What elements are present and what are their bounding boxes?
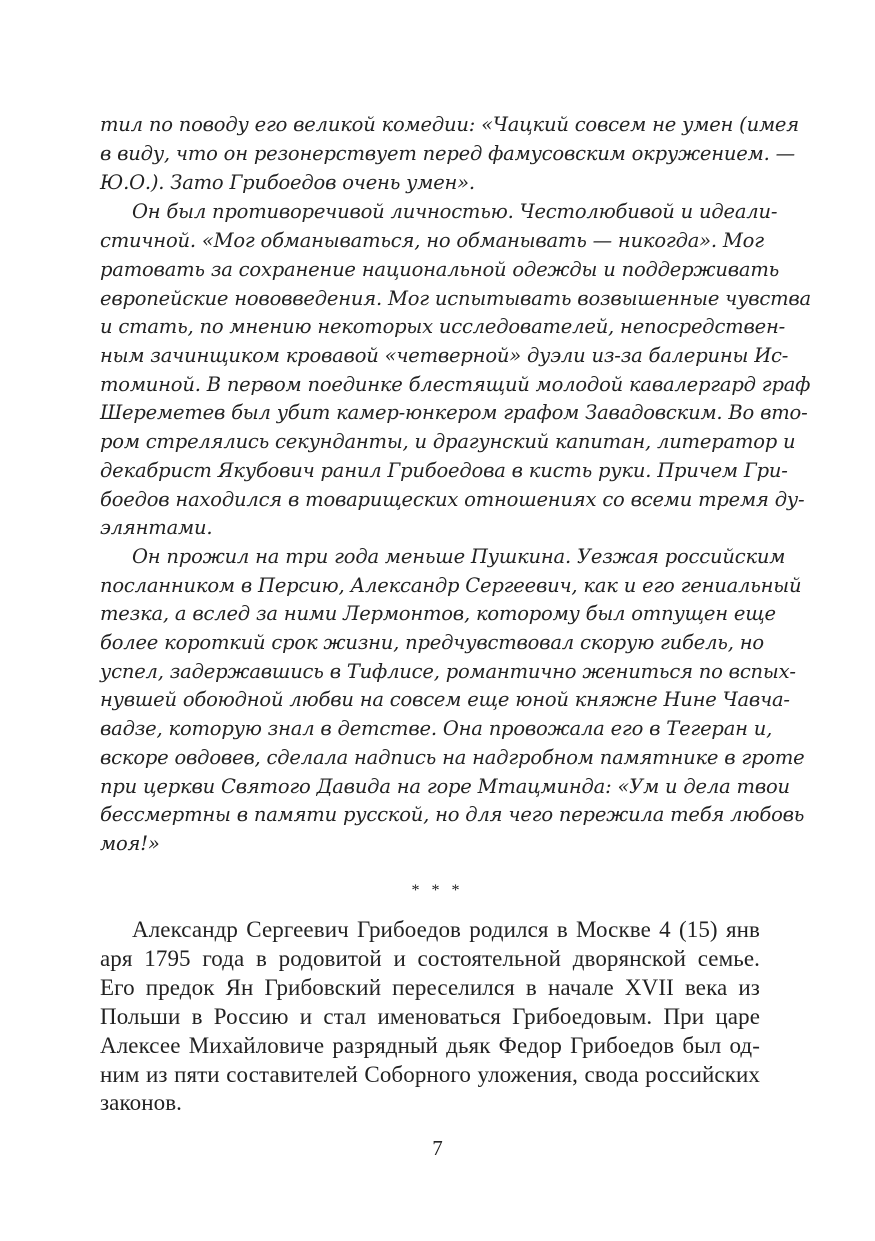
- text-line: Его предок Ян Грибовский переселился в начале XVII века из: [100, 975, 760, 1000]
- text-line: Алексее Михайловиче разрядный дьяк Федор Грибоедов был од-: [100, 1033, 760, 1058]
- text-line: ним из пяти составителей Соборного уложения, свода российских: [100, 1062, 760, 1087]
- text-line: европейские нововведения. Мог испытывать возвышенные чувства: [100, 287, 811, 310]
- text-line: более короткий срок жизни, предчувствовал скорую гибель, но: [100, 631, 764, 654]
- text-line: законов.: [100, 1090, 183, 1115]
- text-line: нувшей обоюдной любви на совсем еще юной княжне Нине Чавча-: [100, 688, 790, 711]
- text-line: томиной. В первом поединке блестящий молодой кавалергард граф: [100, 373, 811, 396]
- text-line: тезка, а вслед за ними Лермонтов, которому был отпущен еще: [100, 602, 776, 625]
- section-separator: * * *: [411, 882, 464, 899]
- text-line: моя!»: [100, 832, 160, 855]
- text-line: вадзе, которую знал в детстве. Она провожала его в Тегеран и,: [100, 717, 773, 740]
- text-line: Ю.О.). Зато Грибоедов очень умен».: [100, 171, 475, 194]
- text-line: Польши в Россию и стал именоваться Грибоедовым. При царе: [100, 1004, 760, 1029]
- text-line: успел, задержавшись в Тифлисе, романтично жениться по вспых-: [100, 660, 796, 683]
- text-line: Он прожил на три года меньше Пушкина. Уезжая российским: [132, 545, 786, 568]
- text-line: боедов находился в товарищеских отношениях со всеми тремя ду-: [100, 488, 805, 511]
- text-line: аря 1795 года в родовитой и состоятельной дворянской семье.: [100, 946, 760, 971]
- text-line: ратовать за сохранение национальной одежды и поддерживать: [100, 258, 780, 281]
- text-line: бессмертны в памяти русской, но для чего пережила тебя любовь: [100, 803, 805, 826]
- text-line: ром стрелялись секунданты, и драгунский капитан, литератор и: [100, 430, 796, 453]
- text-line: Александр Сергеевич Грибоедов родился в Москве 4 (15) янв: [132, 917, 760, 942]
- text-line: тил по поводу его великой комедии: «Чацкий совсем не умен (имея: [100, 113, 799, 136]
- text-line: декабрист Якубович ранил Грибоедова в кисть руки. Причем Гри-: [100, 459, 788, 482]
- text-line: стичной. «Мог обманываться, но обманывать — никогда». Мог: [100, 229, 764, 252]
- text-line: при церкви Святого Давида на горе Мтацминда: «Ум и дела твои: [100, 775, 790, 798]
- page-number: 7: [432, 1136, 443, 1160]
- text-line: посланником в Персию, Александр Сергеевич, как и его гениальный: [100, 574, 802, 597]
- text-line: вскоре овдовев, сделала надпись на надгробном памятнике в гроте: [100, 746, 805, 769]
- text-line: ным зачинщиком кровавой «четверной» дуэли из-за балерины Ис-: [100, 344, 789, 367]
- text-line: Шереметев был убит камер-юнкером графом Завадовским. Во вто-: [100, 401, 808, 424]
- text-line: в виду, что он резонерствует перед фамусовским окружением. —: [100, 142, 795, 165]
- text-line: элянтами.: [100, 516, 213, 539]
- text-line: Он был противоречивой личностью. Честолюбивой и идеали-: [132, 200, 778, 223]
- text-line: и стать, по мнению некоторых исследователей, непосредствен-: [100, 315, 785, 338]
